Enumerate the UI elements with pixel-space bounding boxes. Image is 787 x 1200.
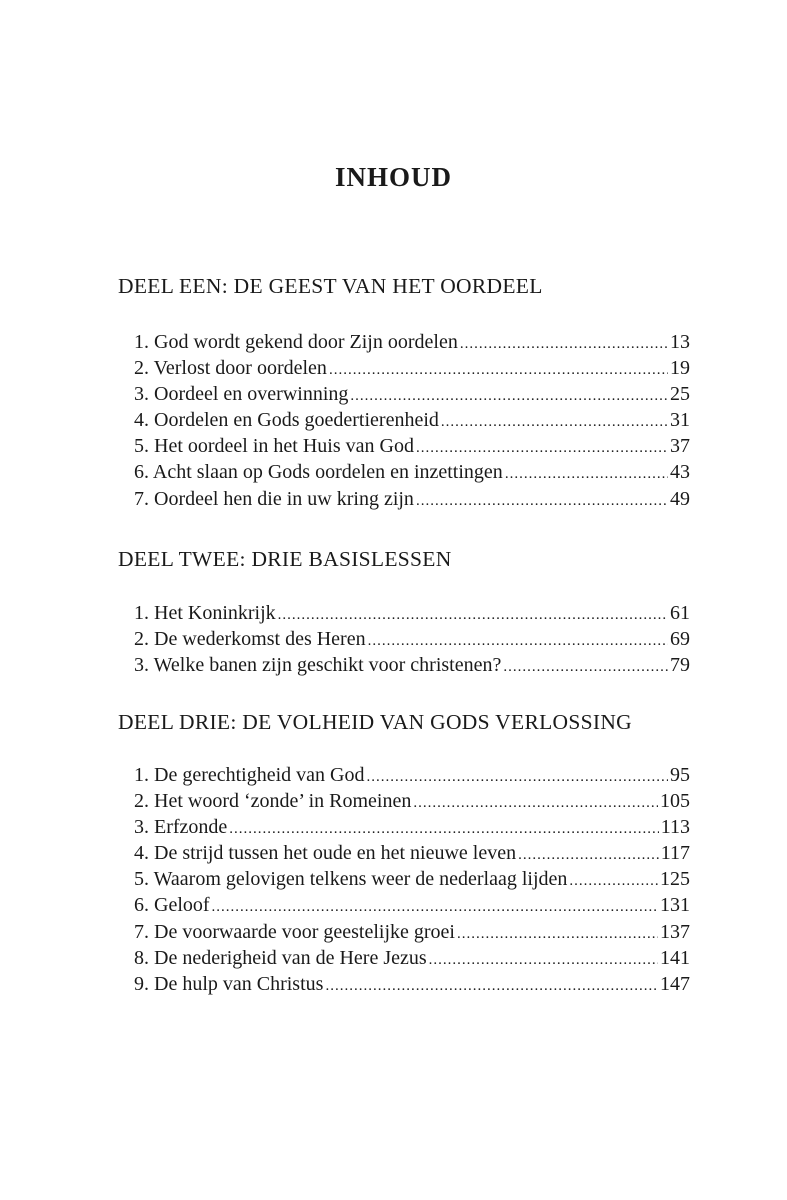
toc-entry-title: 7. De voorwaarde voor geestelijke groei <box>134 920 455 943</box>
dot-leader <box>416 488 668 514</box>
dot-leader <box>416 435 668 461</box>
dot-leader <box>569 868 658 894</box>
part-heading-1: DEEL EEN: DE GEEST VAN HET OORDEEL <box>118 274 543 298</box>
dot-leader <box>212 894 658 920</box>
toc-entry-page: 69 <box>670 628 690 651</box>
toc-entry-page: 137 <box>660 920 690 943</box>
toc-entry[interactable] <box>134 407 690 433</box>
toc-entry[interactable] <box>134 600 690 626</box>
toc-entry-page: 147 <box>660 972 690 995</box>
toc-entry-title: 5. Het oordeel in het Huis van God <box>134 435 414 458</box>
dot-leader <box>229 816 658 842</box>
toc-list-part-1 <box>134 329 690 512</box>
dot-leader <box>503 654 668 680</box>
toc-entry[interactable] <box>134 866 690 892</box>
toc-entry-page: 125 <box>660 868 690 891</box>
toc-entry-page: 61 <box>670 602 690 624</box>
toc-entry-title: 3. Erfzonde <box>134 816 228 839</box>
toc-entry-title: 6. Acht slaan op Gods oordelen en inzettingen <box>134 461 503 484</box>
toc-entry-page: 19 <box>670 357 690 380</box>
toc-entry-title: 7. Oordeel hen die in uw kring zijn <box>134 487 414 510</box>
toc-entry-page: 117 <box>660 842 690 865</box>
toc-entry[interactable] <box>134 971 690 997</box>
toc-entry[interactable] <box>134 459 690 485</box>
toc-entry-title: 5. Waarom gelovigen telkens weer de nederlaag lijden <box>134 868 568 891</box>
toc-entry-title: 2. Verlost door oordelen <box>134 357 327 380</box>
toc-entry[interactable] <box>134 486 690 512</box>
toc-entry-title: 1. Het Koninkrijk <box>134 602 276 624</box>
toc-entry-page: 37 <box>670 435 690 458</box>
dot-leader <box>429 947 658 973</box>
toc-entry-page: 141 <box>660 946 690 969</box>
toc-entry-title: 9. De hulp van Christus <box>134 972 324 995</box>
toc-entry[interactable] <box>134 762 690 788</box>
toc-entry-title: 3. Oordeel en overwinning <box>134 383 349 406</box>
toc-entry[interactable] <box>134 945 690 971</box>
toc-entry-title: 6. Geloof <box>134 894 210 917</box>
toc-entry-page: 113 <box>660 816 690 839</box>
toc-entry-title: 2. De wederkomst des Heren <box>134 628 366 651</box>
toc-entry-page: 95 <box>670 764 690 786</box>
toc-entry-page: 49 <box>670 487 690 510</box>
dot-leader <box>329 357 668 383</box>
toc-entry-title: 8. De nederigheid van de Here Jezus <box>134 946 427 969</box>
toc-entry[interactable] <box>134 433 690 459</box>
part-heading-3: DEEL DRIE: DE VOLHEID VAN GODS VERLOSSING <box>118 710 632 734</box>
toc-entry[interactable] <box>134 814 690 840</box>
toc-list-part-3 <box>134 762 690 997</box>
toc-entry-title: 2. Het woord ‘zonde’ in Romeinen <box>134 790 412 813</box>
dot-leader <box>460 331 668 357</box>
toc-entry[interactable] <box>134 626 690 652</box>
toc-entry-page: 79 <box>670 654 690 677</box>
dot-leader <box>441 409 668 435</box>
toc-entry-title: 1. God wordt gekend door Zijn oordelen <box>134 331 458 353</box>
toc-entry-page: 13 <box>670 331 690 353</box>
dot-leader <box>368 628 668 654</box>
dot-leader <box>413 790 658 816</box>
dot-leader <box>505 461 668 487</box>
toc-entry-page: 131 <box>660 894 690 917</box>
dot-leader <box>366 764 668 790</box>
toc-entry-title: 1. De gerechtigheid van God <box>134 764 365 786</box>
toc-entry[interactable] <box>134 919 690 945</box>
toc-entry[interactable] <box>134 840 690 866</box>
dot-leader <box>457 921 658 947</box>
toc-list-part-2 <box>134 600 690 678</box>
toc-entry[interactable] <box>134 652 690 678</box>
toc-entry-title: 4. De strijd tussen het oude en het nieuwe leven <box>134 842 517 865</box>
toc-entry-page: 43 <box>670 461 690 484</box>
toc-entry[interactable] <box>134 355 690 381</box>
toc-entry[interactable] <box>134 329 690 355</box>
dot-leader <box>325 973 658 999</box>
part-heading-2: DEEL TWEE: DRIE BASISLESSEN <box>118 547 452 571</box>
dot-leader <box>518 842 659 868</box>
toc-entry[interactable] <box>134 892 690 918</box>
dot-leader <box>278 602 668 628</box>
toc-entry[interactable] <box>134 381 690 407</box>
toc-entry-title: 3. Welke banen zijn geschikt voor christenen? <box>134 654 502 677</box>
dot-leader <box>350 383 668 409</box>
toc-entry[interactable] <box>134 788 690 814</box>
toc-entry-page: 25 <box>670 383 690 406</box>
toc-entry-page: 105 <box>660 790 690 813</box>
toc-entry-title: 4. Oordelen en Gods goedertierenheid <box>134 409 439 432</box>
toc-entry-page: 31 <box>670 409 690 432</box>
page-title: INHOUD <box>334 162 452 192</box>
